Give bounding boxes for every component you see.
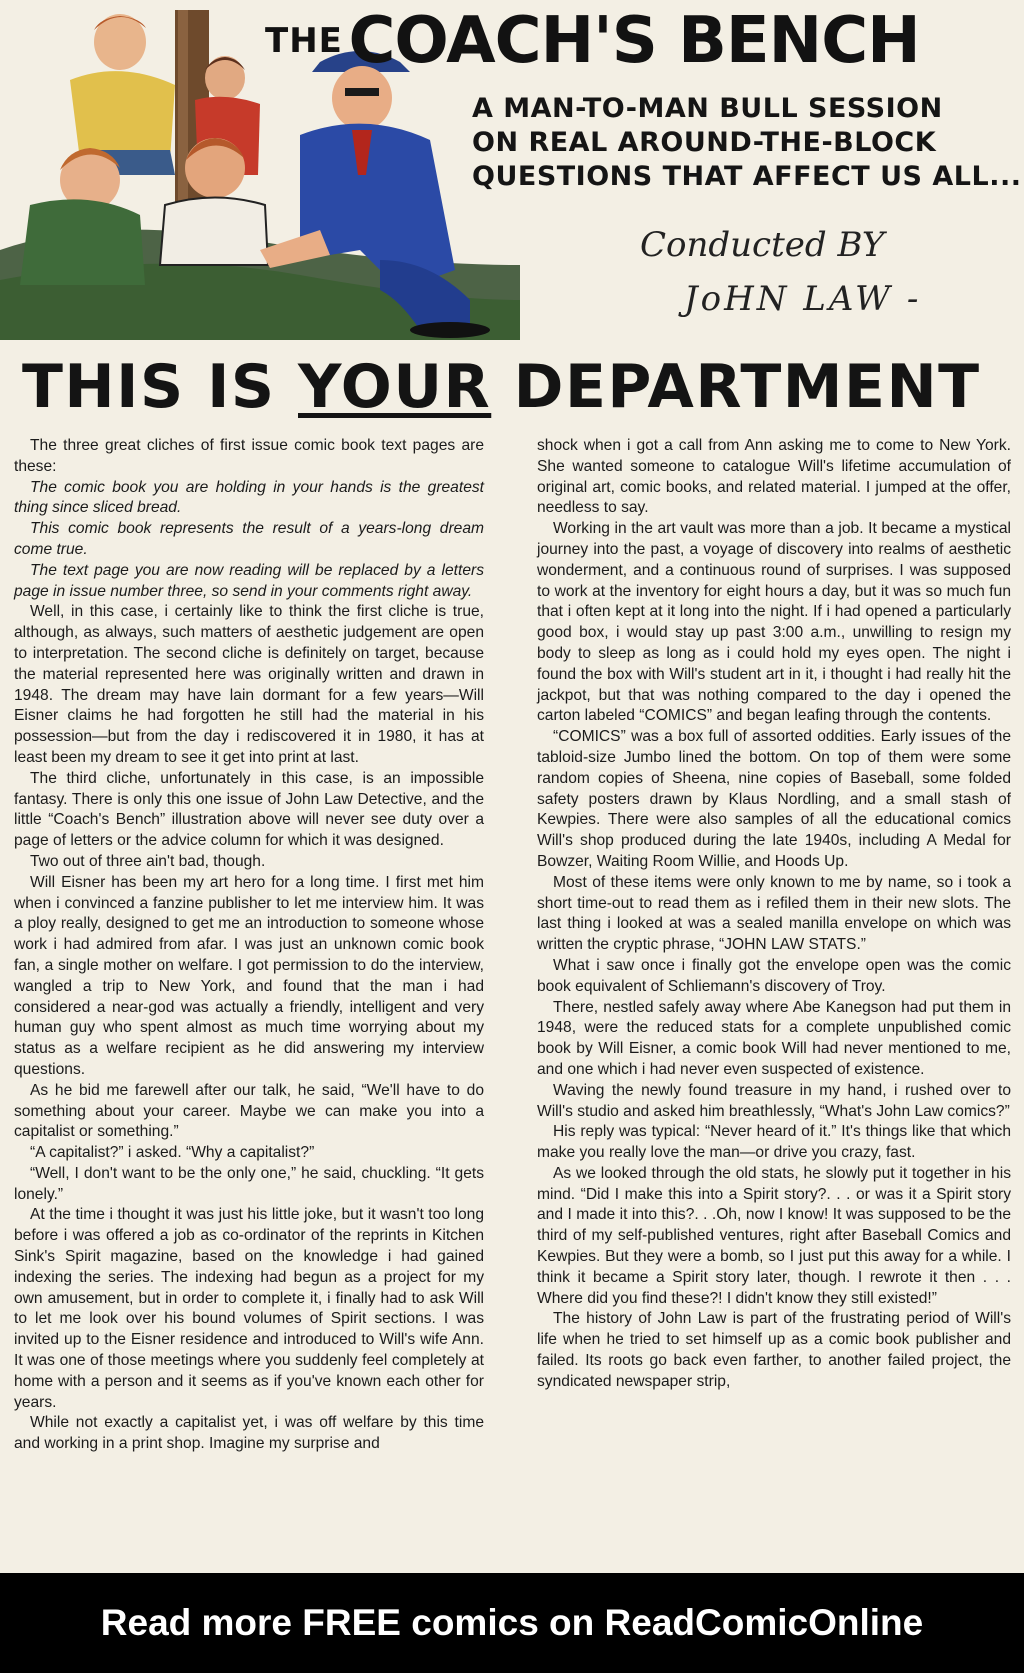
paragraph: As we looked through the old stats, he slowly put it together in his mind. “Did I make this into a Spirit story?. . . or was it a Spirit story and I made it into this?. . .Oh, now I know! It was supposed to be the third of my self-published ventures, right after Baseball Comics and Kewpies. But they were a bomb, so I just put this away for a while. I think it became a Spirit story later, though. I rewrote it then . . . Where did you find these?! I didn't know they still existed!” [537, 1164, 1011, 1307]
paragraph: As he bid me farewell after our talk, he said, “We'll have to do something about your career. Maybe we can make you into a capitalist or something.” [14, 1081, 484, 1141]
subtitle-line: QUESTIONS THAT AFFECT US ALL... [472, 161, 1022, 192]
paragraph: There, nestled safely away where Abe Kanegson had put them in 1948, were the reduced stats for a complete unpublished comic book by Will Eisner, a comic book Will had never mentioned to me, and one which i had never even suspected of existence. [537, 998, 1011, 1078]
headline-your: YOUR [298, 352, 492, 422]
left-column [14, 436, 484, 1455]
paragraph: Waving the newly found treasure in my hand, i rushed over to Will's studio and asked him breathlessly, “What's John Law comics?” [537, 1081, 1011, 1120]
paragraph: Will Eisner has been my art hero for a long time. I first met him when i convinced a fanzine publisher to let me interview him. It was a ploy really, designed to get me an introduction to someone whose work i had admired from afar. I was just an unknown comic book fan, a single mother on welfare. I got permission to do the interview, wangled a trip to New York, and found that the man i had considered a near-god was actually a friendly, intelligent and very human guy who spent almost as much time worrying about my status as a welfare recipient as he did answering my interview questions. [14, 873, 484, 1078]
paragraph: The third cliche, unfortunately in this case, is an impossible fantasy. There is only this one issue of John Law Detective, and the little “Coach's Bench” illustration above will never see duty over a page of letters or the advice column for which it was designed. [14, 769, 484, 850]
paragraph: The text page you are now reading will be replaced by a letters page in issue number three, so send in your comments right away. [14, 561, 484, 600]
boy-white-body [160, 198, 268, 266]
paragraph: This comic book represents the result of a years-long dream come true. [14, 520, 484, 558]
department-headline [22, 352, 1007, 422]
headline-pre: THIS IS [22, 352, 298, 422]
subtitle-line: ON REAL AROUND-THE-BLOCK [472, 127, 937, 158]
promo-banner-text: Read more FREE comics on ReadComicOnline [100, 1602, 924, 1643]
paragraph: “COMICS” was a box full of assorted oddities. Early issues of the tabloid-size Jumbo lined the bottom. On top of them were some random copies of Sheena, nine copies of Baseball, some folded safety posters drawn by Klaus Nordling, and a small stash of Kewpies. There were also samples of all the educational comics Will's shop produced during the late 1940s, including A Medal for Bowzer, Waiting Room Willie, and Hoods Up. [537, 728, 1011, 870]
boy-green-body [20, 199, 145, 285]
paragraph: Well, in this case, i certainly like to think the first cliche is true, although, as always, such matters of aesthetic judgement are open to interpretation. The second cliche is definitely on target, because the material represented here was originally written and drawn in 1948. The dream may have lain dormant for a few years—Will Eisner claims he had forgotten he still had the material in his possession—but from the day i rediscovered it in 1980, it has at least been my dream to see it get into print at last. [14, 603, 484, 766]
conducted-by-signature [640, 218, 1010, 326]
headline-post: DEPARTMENT [491, 352, 981, 422]
subtitle [472, 92, 1022, 194]
paragraph: His reply was typical: “Never heard of it.” It's things like that which make you really love the man—or drive you crazy, fast. [537, 1123, 1011, 1162]
paragraph: What i saw once i finally got the envelope open was the comic book equivalent of Schliemann's discovery of Troy. [537, 956, 1011, 995]
paragraph: Two out of three ain't bad, though. [30, 852, 266, 870]
paragraph: shock when i got a call from Ann asking me to come to New York. She wanted someone to catalogue Will's lifetime accumulation of original art, comic books, and related material. I jumped at the offer, needless to say. [537, 437, 1011, 517]
paragraph: “Well, I don't want to be the only one,” he said, chuckling. “It gets lonely.” [14, 1164, 484, 1203]
paragraph: Working in the art vault was more than a job. It became a mystical journey into the past, a voyage of discovery into realms of aesthetic wonderment, and a continuous round of surprises. I was supposed to work at the inventory for eight hours a day, but it was so much fun that i often kept at it long into the night. If i had opened a particularly good box, i would stay up past 3:00 a.m., unwilling to resign my body to sleep as long as i could hold my eyes open. The night i found the box with Will's student art in it, i thought i had really hit the jackpot, but that was nothing compared to the day i opened the carton labeled “COMICS” and began leafing through the contents. [537, 520, 1011, 725]
paragraph: Most of these items were only known to me by name, so i took a short time-out to read them as i refiled them in their new slots. The last thing i looked at was a sealed manilla envelope on which was written the cryptic phrase, “JOHN LAW STATS.” [537, 873, 1011, 954]
boy-red-head [205, 56, 245, 100]
masthead-the: THE [265, 21, 343, 61]
paragraph: The three great cliches of first issue comic book text pages are these: [14, 437, 484, 475]
subtitle-line: A MAN-TO-MAN BULL SESSION [472, 93, 943, 124]
masthead-coachs-bench: COACH'S BENCH [348, 4, 920, 78]
conducted-line: Conducted BY [640, 225, 885, 265]
author-signature: JoHN LAW - [684, 279, 922, 319]
paragraph: The comic book you are holding in your hands is the greatest thing since sliced bread. [14, 478, 484, 517]
paragraph: While not exactly a capitalist yet, i was off welfare by this time and working in a print shop. Imagine my surprise and [14, 1414, 484, 1453]
paragraph: At the time i thought it was just his little joke, but it wasn't too long before i was offered a job as co-ordinator of the reprints in Kitchen Sink's Spirit magazine, based on the knowledge i had gained indexing the series. The indexing had begun as a project for my own amusement, but in order to complete it, i finally had to ask Will to let me look over his bound volumes of Spirit sections. I was invited up to the Eisner residence and introduced to Will's wife Ann. It was one of those meetings where you suddenly feel completely at home with a person and it seems as if you've known each other for years. [14, 1206, 484, 1411]
masthead-title [265, 4, 985, 94]
boy-yellow-body [70, 71, 175, 160]
promo-banner[interactable] [0, 1573, 1024, 1673]
paragraph: The history of John Law is part of the frustrating period of Will's life when he tried to set himself up as a comic book publisher and failed. Its roots go back even farther, to another failed project, the syndicated newspaper strip, [537, 1310, 1011, 1390]
paragraph: “A capitalist?” i asked. “Why a capitalist?” [30, 1144, 315, 1162]
right-column [537, 436, 1011, 1393]
